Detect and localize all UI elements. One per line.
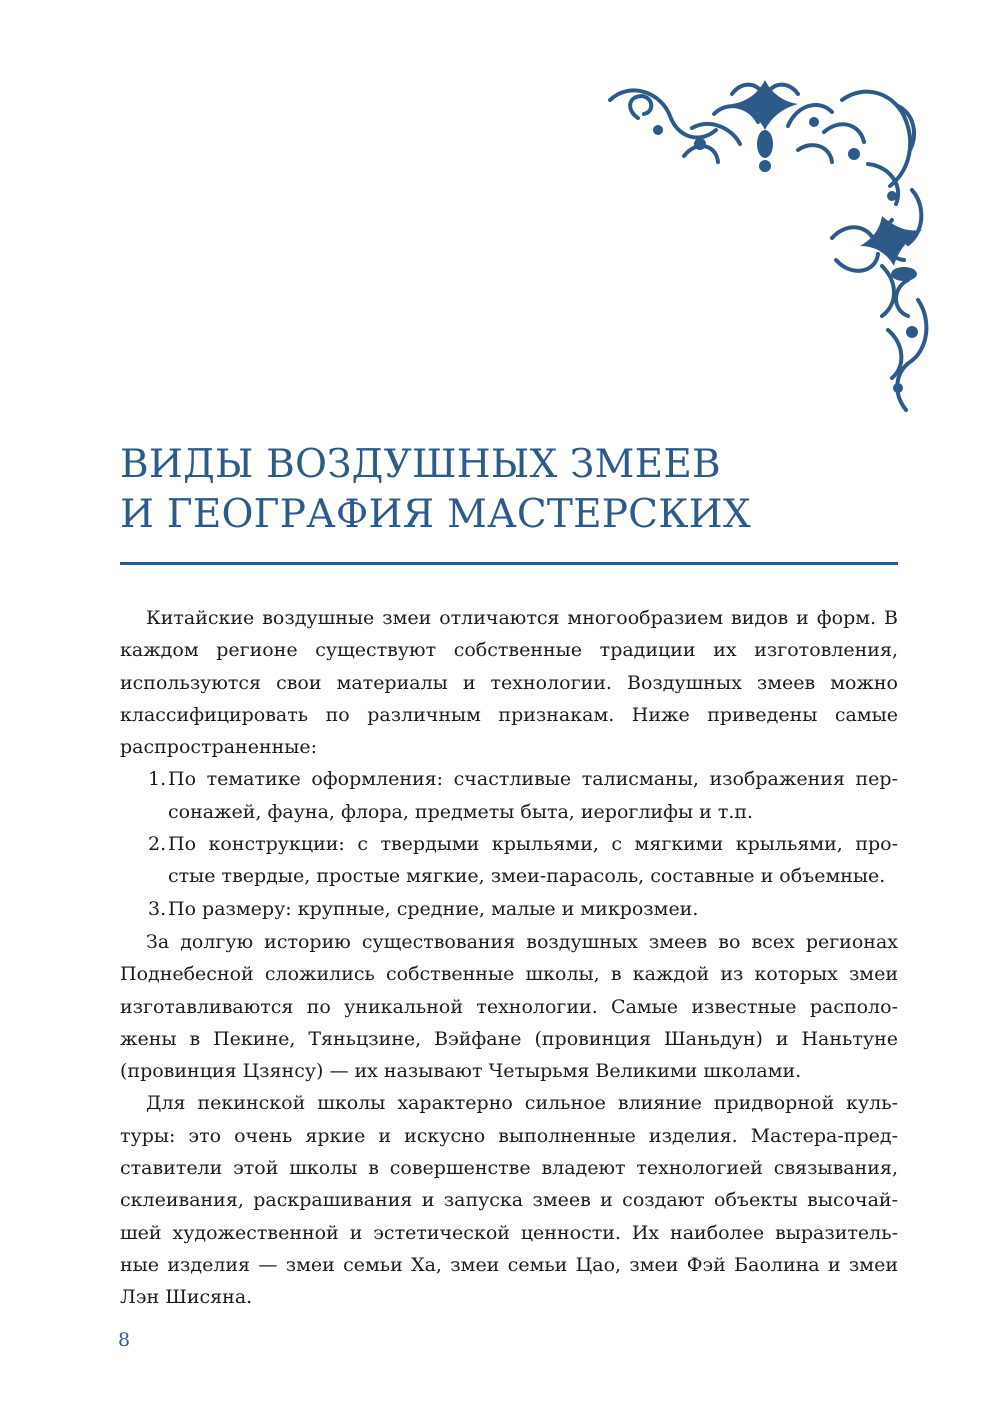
page-number: 8: [118, 1329, 131, 1351]
text-line: распространенные:: [120, 736, 318, 759]
text-line: ставители этой школы в совершенстве владеют технологией связывания,: [120, 1157, 898, 1180]
list-item: [120, 828, 898, 893]
list-item-number: 3.: [148, 897, 167, 920]
list-item: [120, 893, 898, 925]
schools-paragraph: [120, 926, 898, 1087]
list-item-number: 2.: [148, 833, 167, 856]
beijing-school-paragraph: [120, 1087, 898, 1313]
text-line: изготавливаются по уникальной технологии. Самые известные располо-: [120, 995, 898, 1018]
corner-ornament-icon: [592, 70, 938, 416]
text-line: жены в Пекине, Тяньцзине, Вэйфане (провинция Шаньдун) и Наньтуне: [120, 1027, 898, 1050]
text-line: За долгую историю существования воздушных змеев во всех регионах: [146, 931, 898, 953]
text-line: Лэн Шисяна.: [120, 1286, 253, 1309]
text-line: ные изделия — змеи семьи Ха, змеи семьи Цао, змеи Фэй Баолина и змеи: [120, 1253, 898, 1276]
text-line: По размеру: крупные, средние, малые и микрозмеи.: [168, 897, 699, 920]
text-line: стые твердые, простые мягкие, змеи-парасоль, составные и объемные.: [168, 865, 886, 888]
text-line: используются свои материалы и технологии. Воздушных змеев можно: [120, 671, 898, 694]
list-item: [120, 763, 898, 828]
text-line: По конструкции: с твердыми крыльями, с мягкими крыльями, про-: [168, 833, 898, 856]
body-section: [120, 926, 898, 1314]
text-line: туры: это очень яркие и искусно выполненные изделия. Мастера-пред-: [120, 1124, 898, 1147]
text-line: Для пекинской школы характерно сильное влияние придворной куль-: [146, 1092, 898, 1115]
intro-paragraph: [120, 602, 898, 763]
text-line: Китайские воздушные змеи отличаются многообразием видов и форм.: [146, 607, 877, 629]
intro-section: [120, 602, 898, 925]
text-line: склеивания, раскрашивания и запуска змеев и создают объекты высочай-: [120, 1189, 898, 1212]
text-line: По тематике оформления: счастливые талисманы, изображения пер-: [168, 768, 898, 791]
text-line: шей художественной и эстетической ценности. Их наиболее выразитель-: [120, 1221, 898, 1244]
chapter-title: [120, 440, 751, 540]
text-line: В каждом регионе существуют собственные традиции их изготовления,: [120, 607, 898, 662]
text-line: Поднебесной сложились собственные школы, в каждой из которых змеи: [120, 963, 898, 986]
text-line: (провинция Цзянсу) — их называют Четырьмя Великими школами.: [120, 1060, 802, 1083]
chapter-title-line-1: ВИДЫ ВОЗДУШНЫХ ЗМЕЕВ: [120, 442, 721, 487]
classification-list: [120, 763, 898, 924]
text-line: сонажей, фауна, флора, предметы быта, иероглифы и т.п.: [168, 800, 754, 823]
text-line: классифицировать по различным признакам. Ниже приведены самые: [120, 703, 898, 726]
title-divider: [120, 562, 898, 565]
chapter-title-line-2: И ГЕОГРАФИЯ МАСТЕРСКИХ: [120, 492, 751, 537]
list-item-number: 1.: [148, 768, 167, 791]
